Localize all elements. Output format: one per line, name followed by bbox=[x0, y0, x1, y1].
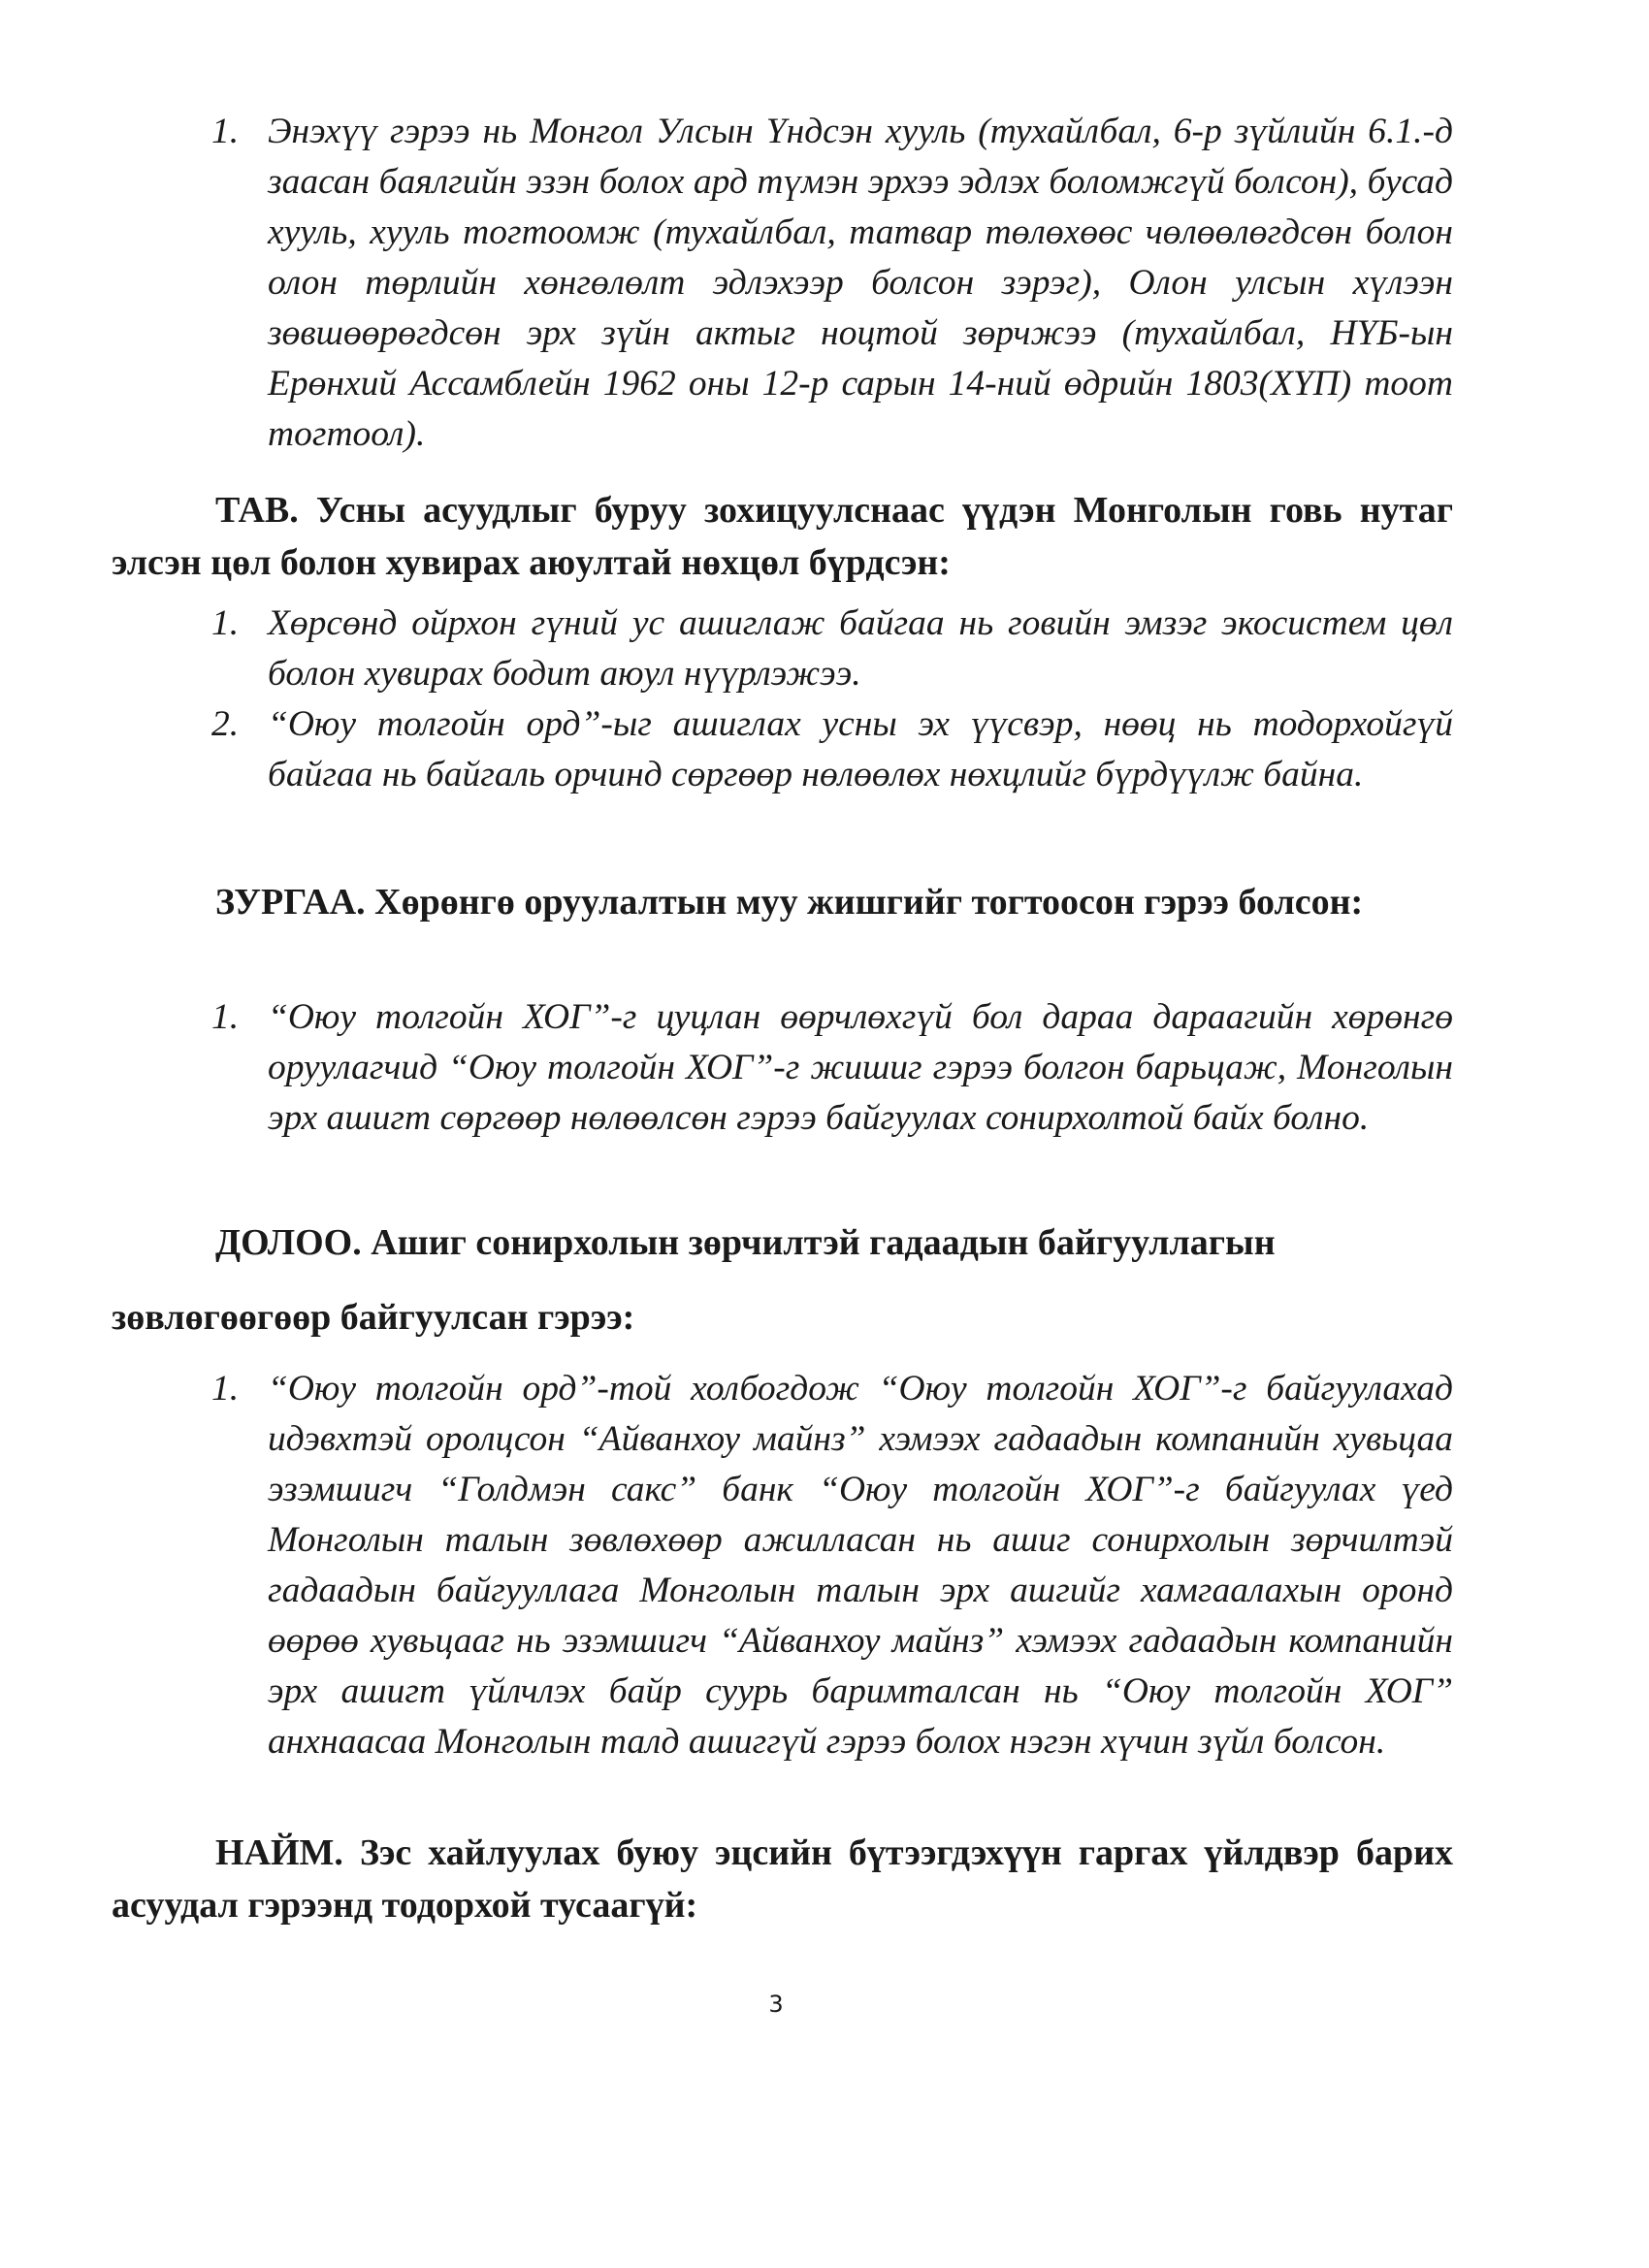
section-heading-7-line1: ДОЛОО. Ашиг сонирхолын зөрчилтэй гадаадын байгууллагын bbox=[215, 1222, 1276, 1263]
list-item bbox=[211, 599, 1453, 699]
list-item bbox=[211, 992, 1453, 1144]
list-item-text: “Оюу толгойн ХОГ”-г цуцлан өөрчлөхгүй бол дараа дараагийн хөрөнгө оруулагчид “Оюу толгойн ХОГ”-г жишиг гэрээ болгон барьцаж, Монголын эрх ашигт сөргөөр нөлөөлсөн гэрээ байгуулах сонирхолтой байх болно. bbox=[268, 997, 1453, 1138]
section-heading-5: ТАВ. Усны асуудлыг буруу зохицуулснаас үүдэн Монголын говь нутаг элсэн цөл болон хувирах аюултай нөхцөл бүрдсэн: bbox=[112, 490, 1453, 583]
list-item-number: 1. bbox=[211, 1369, 240, 1409]
list-item-number: 1. bbox=[211, 997, 240, 1037]
list-item-text: “Оюу толгойн орд”-той холбогдож “Оюу толгойн ХОГ”-г байгуулахад идэвхтэй оролцсон “Айванхоу майнз” хэмээх гадаадын компанийн хувьцаа эзэмшигч “Голдмэн сакс” банк “Оюу толгойн ХОГ”-г байгуулах үед Монголын талын зөвлөхөөр ажилласан нь ашиг сонирхолын зөрчилтэй гадаадын байгууллага Монголын талын эрх ашгийг хамгаалахын оронд өөрөө хувьцааг нь эзэмшигч “Айванхоу майнз” хэмээх гадаадын компанийн эрх ашигт үйлчлэх байр суурь баримталсан нь “Оюу толгойн ХОГ” анхнаасаа Монголын талд ашиггүй гэрээ болох нэгэн хүчин зүйл болсон. bbox=[268, 1369, 1453, 1762]
list-item-text: Хөрсөнд ойрхон гүний ус ашиглаж байгаа нь говийн эмзэг экосистем цөл болон хувирах бодит аюул нүүрлэжээ. bbox=[268, 603, 1453, 694]
list-item bbox=[211, 107, 1453, 460]
section-heading-7-line2: зөвлөгөөгөөр байгуулсан гэрээ: bbox=[112, 1297, 635, 1338]
list-item-number: 1. bbox=[211, 112, 240, 151]
list-item bbox=[211, 1364, 1453, 1767]
list-item bbox=[211, 699, 1453, 800]
list-item-number: 1. bbox=[211, 603, 240, 643]
list-item-text: “Оюу толгойн орд”-ыг ашиглах усны эх үүсвэр, нөөц нь тодорхойгүй байгаа нь байгаль орчинд сөргөөр нөлөөлөх нөхцлийг бүрдүүлж байна. bbox=[268, 704, 1453, 794]
list-item-text: Энэхүү гэрээ нь Монгол Улсын Үндсэн хууль (тухайлбал, 6-р зүйлийн 6.1.-д заасан баялгийн эзэн болох ард түмэн эрхээ эдлэх боломжгүй болсон), бусад хууль, хууль тогтоомж (тухайлбал, татвар төлөхөөс чөлөөлөгдсөн болон олон төрлийн хөнгөлөлт эдлэхээр болсон зэрэг), Олон улсын хүлээн зөвшөөрөгдсөн эрх зүйн актыг ноцтой зөрчжээ (тухайлбал, НҮБ-ын Ерөнхий Ассамблейн 1962 оны 12-р сарын 14-ний өдрийн 1803(ХҮП) тоот тогтоол). bbox=[268, 112, 1453, 454]
page-number: 3 bbox=[768, 1991, 784, 2018]
section-heading-8: НАЙМ. Зэс хайлуулах буюу эцсийн бүтээгдэхүүн гаргах үйлдвэр барих асуудал гэрээнд тодорхой тусаагүй: bbox=[112, 1832, 1453, 1926]
list-item-number: 2. bbox=[211, 704, 240, 744]
section-heading-6: ЗУРГАА. Хөрөнгө оруулалтын муу жишгийг тогтоосон гэрээ болсон: bbox=[215, 882, 1364, 923]
